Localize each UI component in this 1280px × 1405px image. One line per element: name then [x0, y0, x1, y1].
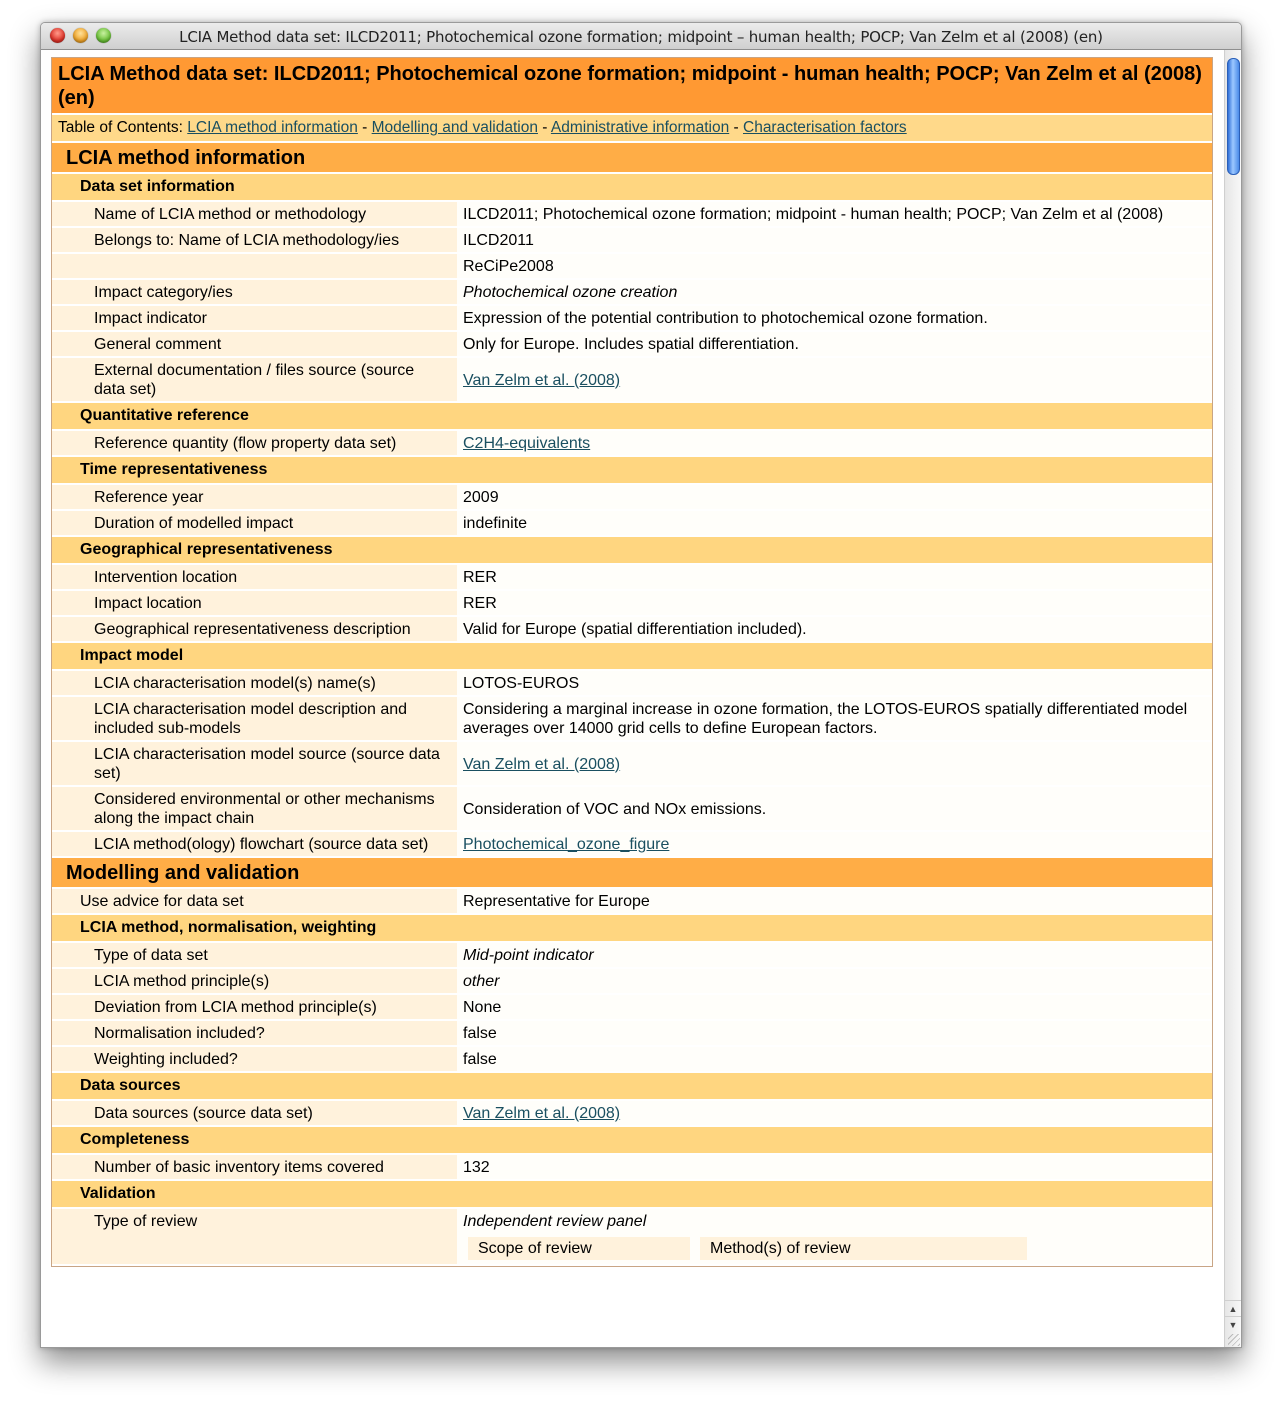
subsection-header — [52, 457, 1212, 483]
subsection-title: Completeness — [52, 1127, 1212, 1153]
subsection-header — [52, 1127, 1212, 1153]
source-link[interactable]: Van Zelm et al. (2008) — [463, 1105, 621, 1122]
field-label: Geographical representativeness description — [52, 617, 457, 641]
field-value: LOTOS-EUROS — [457, 671, 1212, 695]
table-row — [52, 254, 1212, 278]
scrollbar-thumb[interactable] — [1227, 58, 1240, 175]
table-row — [52, 969, 1212, 993]
table-row — [52, 1209, 1212, 1264]
field-label: Weighting included? — [52, 1047, 457, 1071]
subsection-title: Time representativeness — [52, 457, 1212, 483]
table-row — [52, 228, 1212, 252]
section-header — [52, 143, 1212, 172]
vertical-scrollbar[interactable] — [1224, 50, 1241, 1347]
field-label: Intervention location — [52, 565, 457, 589]
field-label: LCIA characterisation model source (source data set) — [52, 742, 457, 785]
field-value: RER — [457, 591, 1212, 615]
toc-link-administrative-information[interactable]: Administrative information — [550, 119, 730, 136]
field-label: Use advice for data set — [52, 889, 457, 913]
dataset-table — [52, 141, 1212, 1266]
subsection-title: Impact model — [52, 643, 1212, 669]
field-label: Type of data set — [52, 943, 457, 967]
column-header: Method(s) of review — [700, 1237, 1027, 1260]
field-value: Only for Europe. Includes spatial differentiation. — [457, 332, 1212, 356]
field-value: ILCD2011; Photochemical ozone formation; midpoint - human health; POCP; Van Zelm et al (2008) — [457, 202, 1212, 226]
page-title: LCIA Method data set: ILCD2011; Photochemical ozone formation; midpoint - human health; POCP; Van Zelm et al (2008) (en) — [52, 58, 1212, 115]
table-row — [52, 943, 1212, 967]
field-label: Deviation from LCIA method principle(s) — [52, 995, 457, 1019]
window-title: LCIA Method data set: ILCD2011; Photochemical ozone formation; midpoint – human health; POCP; Van Zelm et al (2008) (en) — [179, 28, 1103, 46]
subsection-header — [52, 915, 1212, 941]
table-row — [52, 787, 1212, 830]
browser-window — [40, 22, 1242, 1348]
table-row — [52, 565, 1212, 589]
table-row — [52, 485, 1212, 509]
toc-separator: - — [542, 119, 551, 136]
table-row — [52, 832, 1212, 856]
field-value: RER — [457, 565, 1212, 589]
field-value: 2009 — [457, 485, 1212, 509]
table-row — [52, 742, 1212, 785]
field-label: Type of review — [52, 1209, 457, 1264]
field-label: Impact indicator — [52, 306, 457, 330]
subsection-header — [52, 174, 1212, 200]
table-row — [52, 431, 1212, 455]
field-label: Impact category/ies — [52, 280, 457, 304]
field-label: Name of LCIA method or methodology — [52, 202, 457, 226]
toc-link-modelling-and-validation[interactable]: Modelling and validation — [371, 119, 538, 136]
field-label: Duration of modelled impact — [52, 511, 457, 535]
flow-property-link[interactable]: C2H4-equivalents — [463, 435, 591, 452]
field-value: false — [457, 1021, 1212, 1045]
field-label: LCIA characterisation model(s) name(s) — [52, 671, 457, 695]
field-value: indefinite — [457, 511, 1212, 535]
table-row — [52, 511, 1212, 535]
subsection-header — [52, 403, 1212, 429]
field-value: Mid-point indicator — [457, 943, 1212, 967]
table-row — [52, 1047, 1212, 1071]
section-title: LCIA method information — [52, 143, 1212, 172]
field-value: Consideration of VOC and NOx emissions. — [457, 787, 1212, 830]
source-link[interactable]: Van Zelm et al. (2008) — [463, 755, 621, 773]
field-value: Expression of the potential contribution to photochemical ozone formation. — [457, 306, 1212, 330]
toc-separator: - — [362, 119, 372, 136]
field-value: ReCiPe2008 — [457, 254, 1212, 278]
table-row — [52, 591, 1212, 615]
field-value: other — [457, 969, 1212, 993]
table-row — [52, 332, 1212, 356]
field-label: Impact location — [52, 591, 457, 615]
table-row — [52, 1021, 1212, 1045]
subsection-title: Data sources — [52, 1073, 1212, 1099]
subsection-title: Data set information — [52, 174, 1212, 200]
table-row — [52, 358, 1212, 401]
subsection-title: LCIA method, normalisation, weighting — [52, 915, 1212, 941]
toc-link-lcia-method-information[interactable]: LCIA method information — [187, 119, 358, 136]
page-viewport — [41, 50, 1225, 1347]
field-value: 132 — [457, 1155, 1212, 1179]
subsection-title: Validation — [52, 1181, 1212, 1207]
field-label: Normalisation included? — [52, 1021, 457, 1045]
subsection-header — [52, 1073, 1212, 1099]
field-value: Independent review panel — [463, 1213, 647, 1230]
toc-separator: - — [733, 119, 743, 136]
subsection-header — [52, 537, 1212, 563]
field-value: ILCD2011 — [457, 228, 1212, 252]
toc-link-characterisation-factors[interactable]: Characterisation factors — [743, 119, 907, 136]
section-header — [52, 858, 1212, 887]
table-of-contents — [52, 115, 1212, 143]
field-label: Reference year — [52, 485, 457, 509]
field-value: Valid for Europe (spatial differentiation included). — [457, 617, 1212, 641]
field-label: Reference quantity (flow property data set) — [52, 431, 457, 455]
field-label: Number of basic inventory items covered — [52, 1155, 457, 1179]
table-row — [52, 1155, 1212, 1179]
field-value: None — [457, 995, 1212, 1019]
subsection-header — [52, 643, 1212, 669]
field-label: Considered environmental or other mechanisms along the impact chain — [52, 787, 457, 830]
flowchart-link[interactable]: Photochemical_ozone_figure — [463, 836, 670, 853]
table-row — [52, 1101, 1212, 1125]
field-label: LCIA characterisation model description and included sub-models — [52, 697, 457, 740]
table-row — [52, 697, 1212, 740]
table-row — [52, 889, 1212, 913]
subsection-title: Quantitative reference — [52, 403, 1212, 429]
source-link[interactable]: Van Zelm et al. (2008) — [463, 371, 621, 389]
table-row — [52, 671, 1212, 695]
field-label: Data sources (source data set) — [52, 1101, 457, 1125]
table-row — [52, 617, 1212, 641]
subsection-title: Geographical representativeness — [52, 537, 1212, 563]
table-row — [52, 280, 1212, 304]
field-label: LCIA method principle(s) — [52, 969, 457, 993]
window-titlebar — [41, 23, 1241, 50]
field-label: LCIA method(ology) flowchart (source data set) — [52, 832, 457, 856]
section-title: Modelling and validation — [52, 858, 1212, 887]
field-label — [52, 254, 457, 278]
toc-label: Table of Contents: — [58, 119, 183, 136]
dataset-page — [51, 57, 1213, 1267]
scroll-down-arrow-icon[interactable]: ▼ — [1225, 1316, 1241, 1333]
field-label: Belongs to: Name of LCIA methodology/ies — [52, 228, 457, 252]
field-value: Representative for Europe — [457, 889, 1212, 913]
field-label: General comment — [52, 332, 457, 356]
field-value: Considering a marginal increase in ozone formation, the LOTOS-EUROS spatially differentiated model averages over 14000 grid cells to define European factors. — [457, 697, 1212, 740]
review-subtable-header — [468, 1237, 1206, 1260]
column-header: Scope of review — [468, 1237, 690, 1260]
field-label: External documentation / files source (source data set) — [52, 358, 457, 401]
resize-grip-icon[interactable] — [1228, 1334, 1240, 1346]
table-row — [52, 202, 1212, 226]
table-row — [52, 995, 1212, 1019]
table-row — [52, 306, 1212, 330]
scroll-up-arrow-icon[interactable]: ▲ — [1225, 1300, 1241, 1317]
field-value: Photochemical ozone creation — [457, 280, 1212, 304]
field-value: false — [457, 1047, 1212, 1071]
subsection-header — [52, 1181, 1212, 1207]
